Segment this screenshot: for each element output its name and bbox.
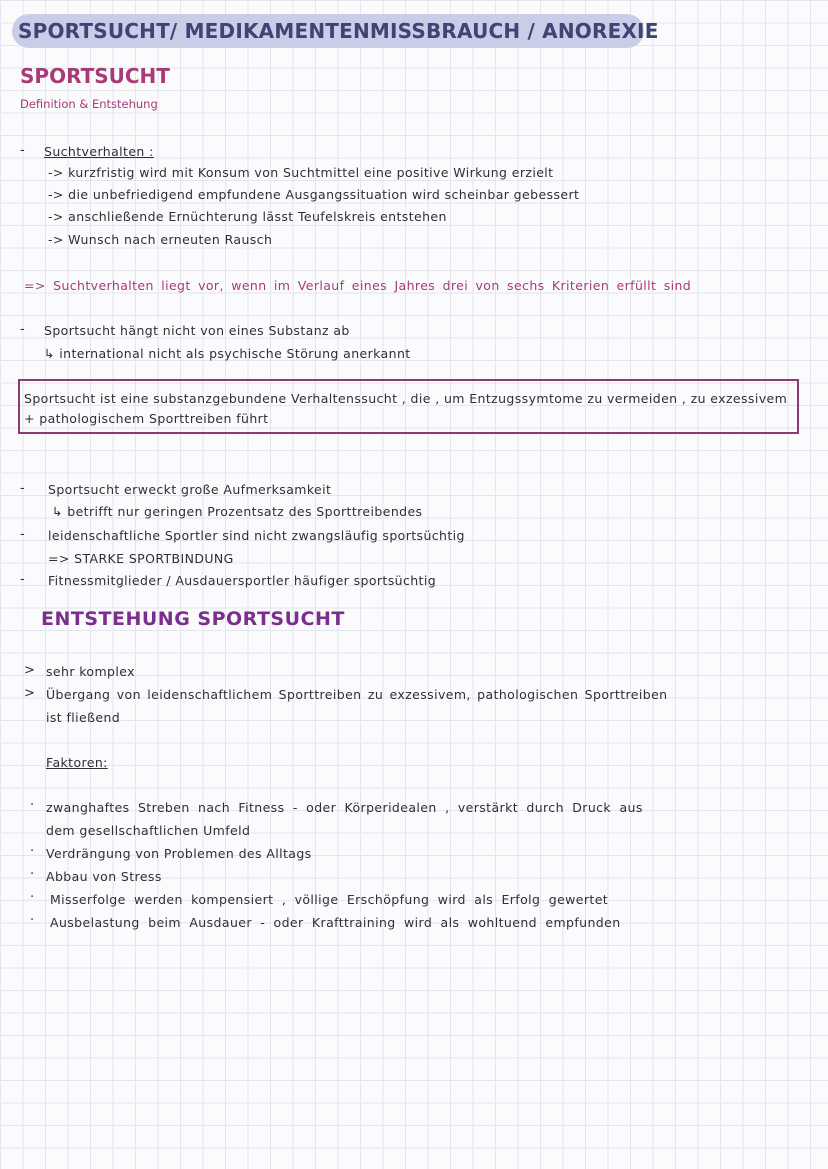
bullet-dot: · <box>30 798 35 813</box>
heading-sportsucht: SPORTSUCHT <box>20 64 170 88</box>
complex-text: sehr komplex <box>46 664 135 679</box>
arrow-item: -> Wunsch nach erneuten Rausch <box>48 232 273 247</box>
factors-label: Faktoren: <box>46 755 108 770</box>
transition-text-cont: ist fließend <box>46 710 121 725</box>
bullet-dash: - <box>20 527 25 542</box>
bullet-dash: - <box>20 572 25 587</box>
factor-item: Abbau von Stress <box>46 869 162 884</box>
bullet-dot: · <box>30 867 35 882</box>
bullet-dot: · <box>30 913 35 928</box>
bullet-arrow: > <box>24 686 35 701</box>
bullet-dot: · <box>30 890 35 905</box>
bullet-attention-sub: ↳ betrifft nur geringen Prozentsatz des Sporttreibendes <box>52 504 423 519</box>
transition-text: Übergang von leidenschaftlichem Sporttreiben zu exzessivem, pathologischen Sporttreiben <box>46 687 668 702</box>
factor-item: Ausbelastung beim Ausdauer - oder Krafttraining wird als wohltuend empfunden <box>50 915 621 930</box>
page-title: SPORTSUCHT/ MEDIKAMENTENMISSBRAUCH / ANOREXIE <box>18 19 659 43</box>
definition-text: Sportsucht ist eine substanzgebundene Verhaltenssucht , die , um Entzugssymtome zu vermeiden , zu exzessivem + pathologischem Sporttreiben führt <box>24 391 788 426</box>
bullet-dash: - <box>20 322 25 337</box>
bullet-arrow: > <box>24 663 35 678</box>
note-substance: Sportsucht hängt nicht von eines Substanz ab <box>44 323 350 338</box>
conclusion-text: => Suchtverhalten liegt vor, wenn im Verlauf eines Jahres drei von sechs Kriterien erfüllt sind <box>24 278 692 293</box>
suchtverhalten-label: Suchtverhalten : <box>44 144 154 159</box>
bullet-attention: Sportsucht erweckt große Aufmerksamkeit <box>48 482 332 497</box>
factor-item: Misserfolge werden kompensiert , völlige Erschöpfung wird als Erfolg gewertet <box>50 892 609 907</box>
bullet-sportbindung: => STARKE SPORTBINDUNG <box>48 551 234 566</box>
bullet-dash: - <box>20 481 25 496</box>
arrow-item: -> die unbefriedigend empfundene Ausgangssituation wird scheinbar gebessert <box>48 187 580 202</box>
heading-entstehung: ENTSTEHUNG SPORTSUCHT <box>41 608 345 630</box>
factor-item: zwanghaftes Streben nach Fitness - oder Körperidealen , verstärkt durch Druck aus <box>46 800 643 815</box>
factor-item: Verdrängung von Problemen des Alltags <box>46 846 312 861</box>
note-not-recognized: ↳ international nicht als psychische Störung anerkannt <box>44 346 411 361</box>
bullet-fitness: Fitnessmitglieder / Ausdauersportler häufiger sportsüchtig <box>48 573 437 588</box>
subheading-definition: Definition & Entstehung <box>20 97 158 111</box>
bullet-dot: · <box>30 844 35 859</box>
bullet-passionate: leidenschaftliche Sportler sind nicht zwangsläufig sportsüchtig <box>48 528 465 543</box>
arrow-item: -> kurzfristig wird mit Konsum von Suchtmittel eine positive Wirkung erzielt <box>48 165 554 180</box>
factor-item-cont: dem gesellschaftlichen Umfeld <box>46 823 251 838</box>
bullet-dash: - <box>20 143 25 158</box>
arrow-item: -> anschließende Ernüchterung lässt Teufelskreis entstehen <box>48 209 447 224</box>
